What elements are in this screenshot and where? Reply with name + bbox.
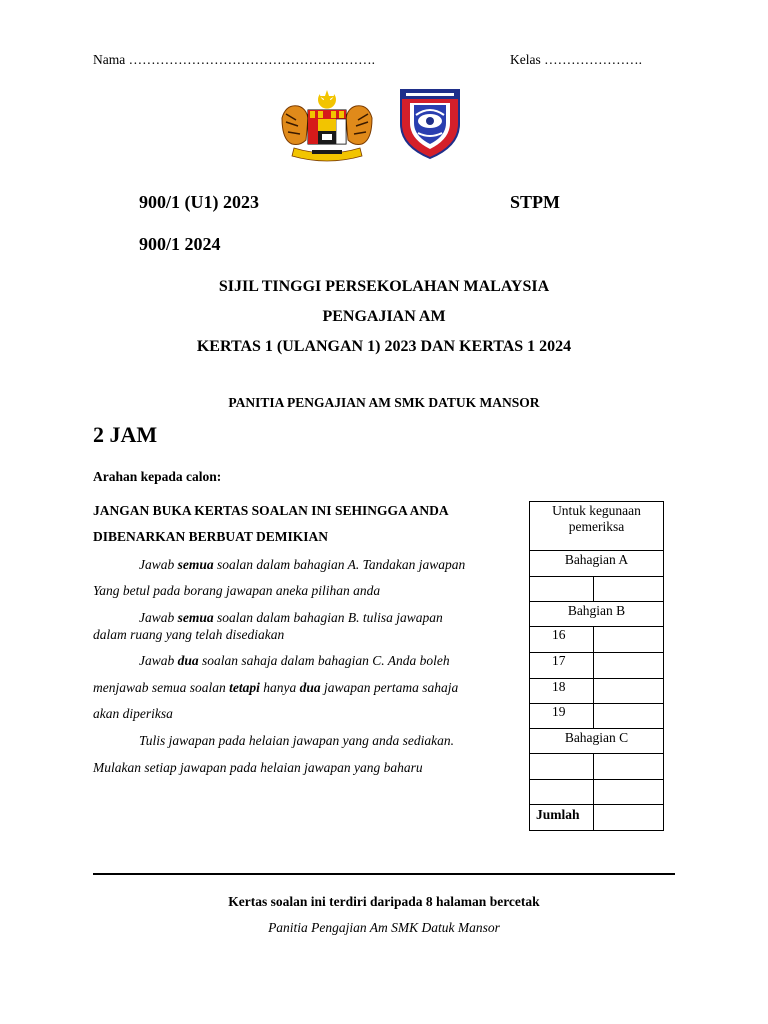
instruction-d-line-2: Mulakan setiap jawapan pada helaian jawapan yang baharu	[93, 760, 423, 775]
total-label: Jumlah	[530, 805, 594, 831]
instruction-d-line-1: Tulis jawapan pada helaian jawapan yang anda sediakan.	[139, 733, 455, 748]
title-paper: KERTAS 1 (ULANGAN 1) 2023 DAN KERTAS 1 2024	[196, 338, 572, 355]
q18-label: 18	[530, 679, 594, 704]
section-a-label: Bahagian A	[530, 551, 664, 577]
title-subject: PENGAJIAN AM	[322, 308, 446, 325]
exam-name: STPM	[510, 192, 561, 212]
q16-score	[594, 627, 664, 653]
class-field	[510, 52, 642, 68]
instruction-c-line-3: akan diperiksa	[93, 706, 173, 721]
warning-line-2: DIBENARKAN BERBUAT DEMIKIAN	[93, 529, 329, 544]
section-c-cell-4	[594, 780, 664, 805]
panitia-heading: PANITIA PENGAJIAN AM SMK DATUK MANSOR	[228, 395, 540, 410]
warning-line-1: JANGAN BUKA KERTAS SOALAN INI SEHINGGA ANDA	[93, 503, 449, 518]
duration: 2 JAM	[93, 422, 158, 447]
q19-score	[594, 704, 664, 729]
malaysia-coat-of-arms-icon	[274, 88, 380, 162]
title-stpm: SIJIL TINGGI PERSEKOLAHAN MALAYSIA	[218, 278, 550, 295]
section-c-cell-1	[530, 754, 594, 780]
instruction-c-line-1: Jawab dua soalan sahaja dalam bahagian C. Anda boleh	[139, 653, 450, 668]
instruction-c-line-2: menjawab semua soalan tetapi hanya dua jawapan pertama sahaja	[93, 680, 459, 695]
q16-label: 16	[530, 627, 594, 653]
total-score	[594, 805, 664, 831]
class-dots: ………………….	[544, 52, 642, 67]
class-label: Kelas	[510, 52, 541, 67]
footer-panitia: Panitia Pengajian Am SMK Datuk Mansor	[268, 920, 500, 935]
page-count-note: Kertas soalan ini terdiri daripada 8 halaman bercetak	[228, 894, 540, 909]
section-c-cell-3	[530, 780, 594, 805]
name-field	[93, 52, 375, 68]
section-a-cell-2	[594, 577, 664, 602]
q18-score	[594, 679, 664, 704]
table-header: Untuk kegunaan pemeriksa	[530, 502, 664, 551]
instruction-a-line-1: Jawab semua soalan dalam bahagian A. Tandakan jawapan	[139, 557, 466, 572]
q17-score	[594, 653, 664, 679]
footer-divider	[93, 873, 675, 875]
q17-label: 17	[530, 653, 594, 679]
instruction-a-line-2: Yang betul pada borang jawapan aneka pilihan anda	[93, 583, 381, 598]
name-dots: ……………………………………………….	[128, 52, 375, 67]
paper-code-2024: 900/1 2024	[139, 234, 221, 254]
section-c-cell-2	[594, 754, 664, 780]
paper-code-2023: 900/1 (U1) 2023	[139, 192, 259, 212]
instructions-heading: Arahan kepada calon:	[93, 469, 222, 484]
section-a-cell-1	[530, 577, 594, 602]
section-c-label: Bahagian C	[530, 729, 664, 754]
school-shield-icon	[398, 87, 462, 161]
section-b-label: Bahgian B	[530, 602, 664, 627]
instruction-b-line-2: dalam ruang yang telah disediakan	[93, 627, 285, 642]
instruction-b-line-1: Jawab semua soalan dalam bahagian B. tulisa jawapan	[139, 610, 443, 625]
name-label: Nama	[93, 52, 126, 67]
q19-label: 19	[530, 704, 594, 729]
examiner-table	[529, 501, 664, 831]
